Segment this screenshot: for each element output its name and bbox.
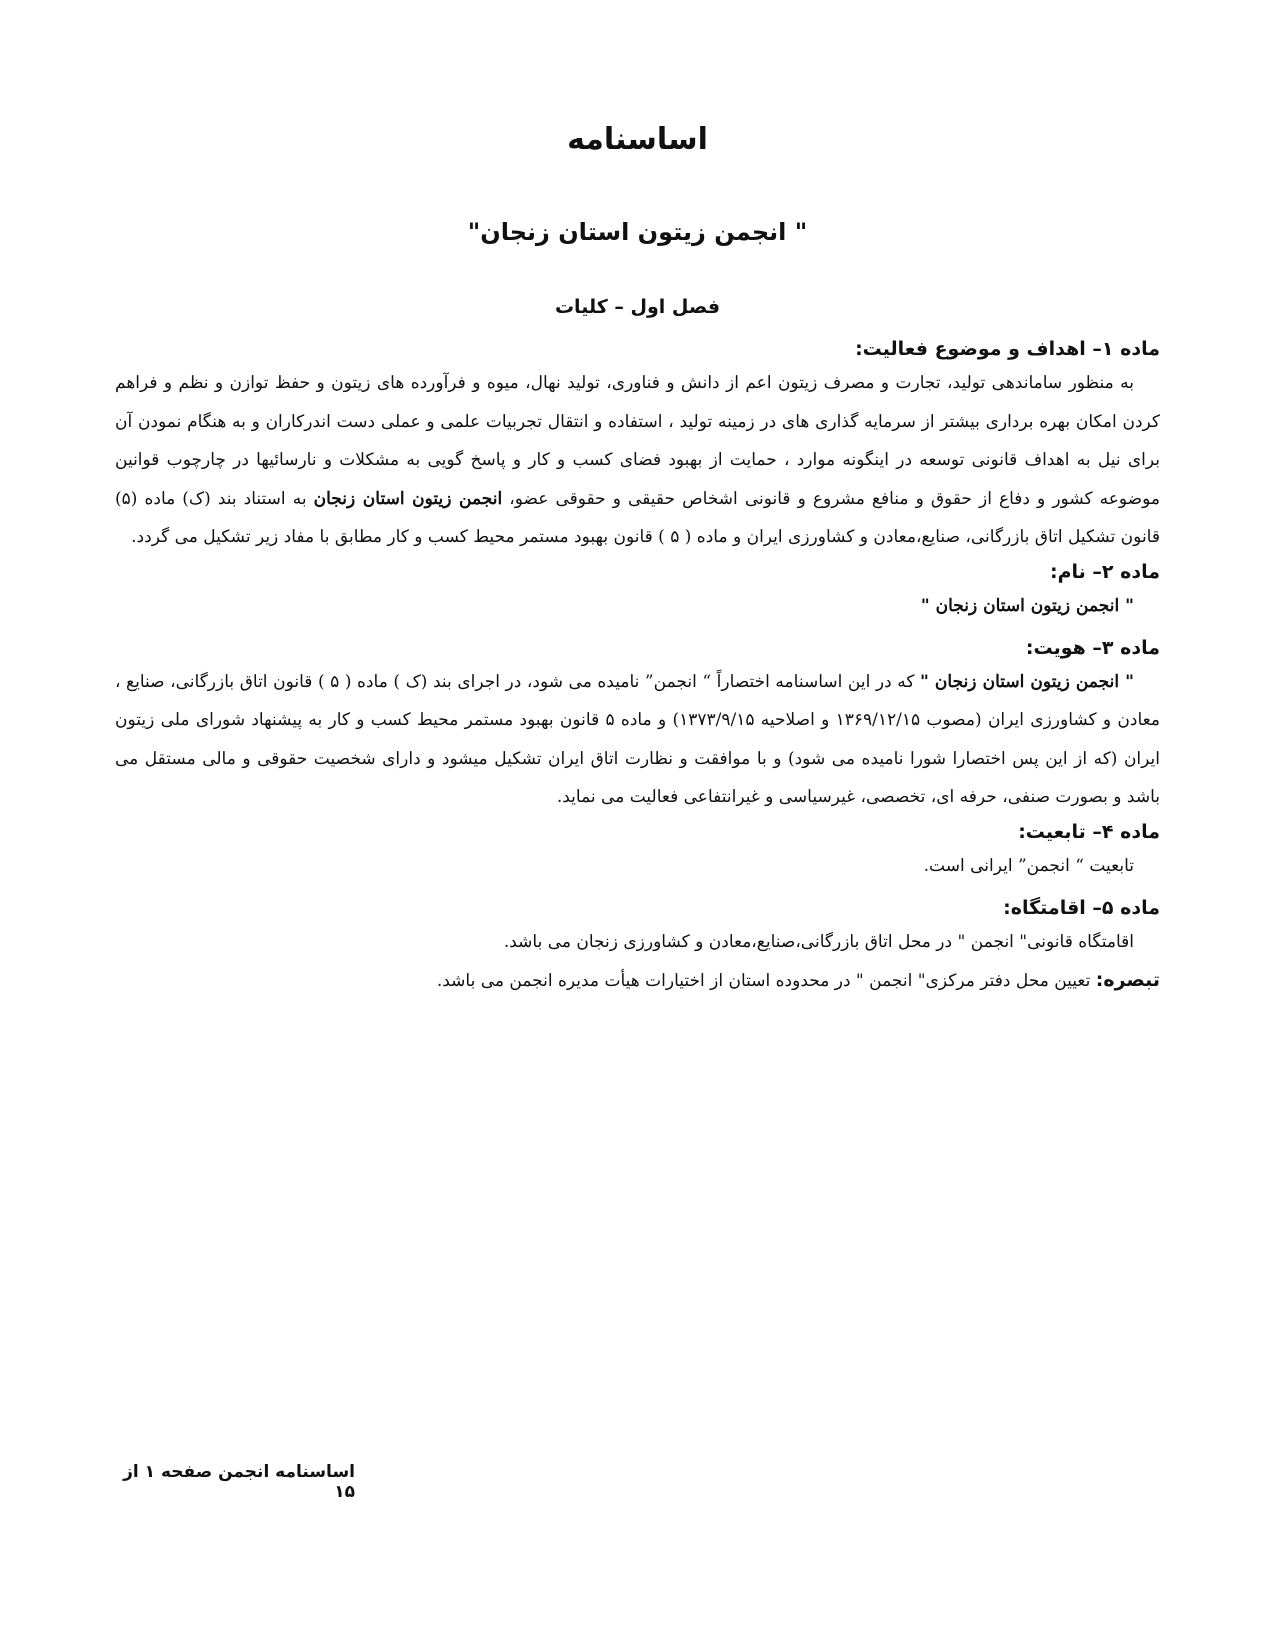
article-3-heading: ماده ۳– هویت: (1025, 636, 1160, 659)
document-title: اساسنامه (567, 122, 708, 157)
article-5-note (115, 961, 1160, 1000)
article-4-text: تابعیت “ انجمن” ایرانی است. (923, 855, 1134, 876)
article-4-heading: ماده ۴– تابعیت: (1018, 820, 1160, 843)
article-3-name-bold: " انجمن زیتون استان زنجان " (920, 671, 1134, 692)
article-5-heading: ماده ۵– اقامتگاه: (1003, 896, 1160, 919)
article-2-heading: ماده ۲– نام: (1049, 560, 1160, 583)
page-footer: اساسنامه انجمن صفحه ۱ از ۱۵ (123, 1462, 355, 1502)
article-1-heading: ماده ۱– اهداف و موضوع فعالیت: (855, 338, 1160, 360)
note-text: تعیین محل دفتر مرکزی" انجمن " در محدوده استان از اختیارات هیأت مدیره انجمن می باشد. (436, 970, 1096, 991)
chapter-heading: فصل اول – کلیات (554, 296, 721, 318)
article-1-text-part1: به منظور ساماندهی تولید، تجارت و مصرف زیتون اعم از دانش و فناوری، تولید نهال، میوه و فرآورده های زیتون و حفظ توازن و نظم و فراهم کردن امکان بهره برداری بیشتر از سرمایه گذاری های در زمینه تولید ، استفاده و انتقال تجربیات علمی و عملی دست اندرکاران و به هنگام نمودن آن برای نیل به اهداف قانونی توسعه در اینگونه موارد ، حمایت از بهبود فضای کسب و کار و پاسخ گویی به مشکلات و نارسائیها در چارچوب قوانین موضوعه کشور و دفاع از حقوق و منافع مشروع و قانونی اشخاص حقیقی و حقوقی عضو، (115, 373, 1160, 509)
article-3-text-rest: که در این اساسنامه اختصاراً “ انجمن” نامیده می شود، در اجرای بند (ک ) ماده ( ۵ ) قانون اتاق بازرگانی، صنایع ، معادن و کشاورزی ایران (مصوب ۱۳۶۹/۱۲/۱۵ و اصلاحیه ۱۳۷۳/۹/۱۵) و ماده ۵ قانون بهبود مستمر محیط کسب و کار به پیشنهاد شورای ملی زیتون ایران (که از این پس اختصارا شورا نامیده می شود) و با موافقت و نظارت اتاق ایران تشکیل میشود و دارای شخصیت حقوقی و مالی مستقل می باشد و بصورت صنفی، حرفه ای، تخصصی، غیرسیاسی و غیرانتفاعی فعالیت می نماید. (115, 671, 1160, 807)
article-1-text (115, 364, 1160, 557)
document-subtitle: " انجمن زیتون استان زنجان" (467, 218, 808, 246)
article-2-name: " انجمن زیتون استان زنجان " (920, 595, 1134, 616)
document-body (115, 334, 1160, 1000)
association-name-bold: انجمن زیتون استان زنجان (313, 488, 503, 509)
article-1-text-part2: به استناد بند (ک) ماده (۵) قانون تشکیل اتاق بازرگانی، صنایع،معادن و کشاورزی ایران و ماده ( ۵ ) قانون بهبود مستمر محیط کسب و کار مطابق با مفاد زیر تشکیل می گردد. (115, 488, 1160, 547)
article-5-text: اقامتگاه قانونی" انجمن " در محل اتاق بازرگانی،صنایع،معادن و کشاورزی زنجان می باشد. (503, 931, 1134, 952)
note-label: تبصره: (1095, 968, 1160, 991)
article-3-text (115, 663, 1160, 817)
